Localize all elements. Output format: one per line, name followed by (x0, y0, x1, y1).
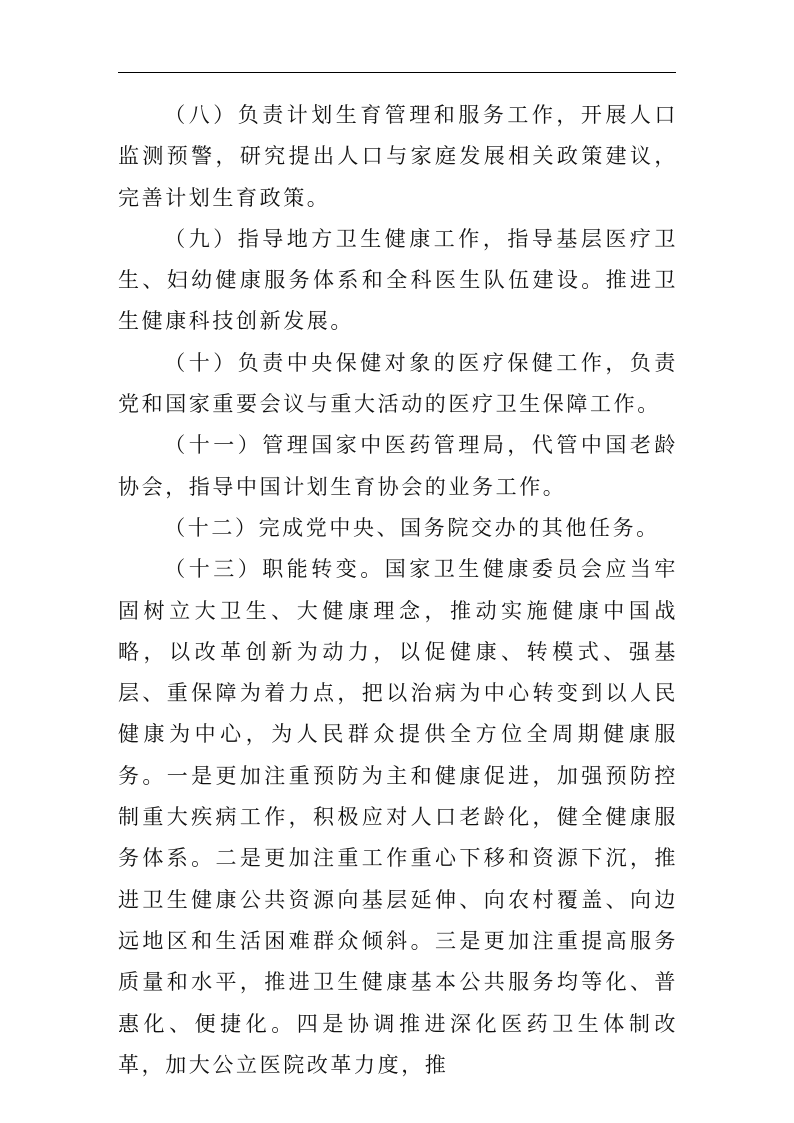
document-body (118, 95, 678, 1086)
header-rule (118, 72, 676, 73)
paragraph-13: （十三）职能转变。国家卫生健康委员会应当牢固树立大卫生、大健康理念，推动实施健康中国战略，以改革创新为动力，以促健康、转模式、强基层、重保障为着力点，把以治病为中心转变到以人民健康为中心，为人民群众提供全方位全周期健康服务。一是更加注重预防为主和健康促进，加强预防控制重大疾病工作，积极应对人口老龄化，健全健康服务体系。二是更加注重工作重心下移和资源下沉，推进卫生健康公共资源向基层延伸、向农村覆盖、向边远地区和生活困难群众倾斜。三是更加注重提高服务质量和水平，推进卫生健康基本公共服务均等化、普惠化、便捷化。四是协调推进深化医药卫生体制改革，加大公立医院改革力度，推 (118, 557, 678, 1077)
paragraph-12: （十二）完成党中央、国务院交办的其他任务。 (164, 515, 660, 540)
paragraph-10: （十）负责中央保健对象的医疗保健工作，负责党和国家重要会议与重大活动的医疗卫生保障工作。 (118, 350, 678, 417)
paragraph-8: （八）负责计划生育管理和服务工作，开展人口监测预警，研究提出人口与家庭发展相关政策建议，完善计划生育政策。 (118, 103, 678, 210)
paragraph-9: （九）指导地方卫生健康工作，指导基层医疗卫生、妇幼健康服务体系和全科医生队伍建设。推进卫生健康科技创新发展。 (118, 226, 678, 334)
paragraph-11: （十一）管理国家中医药管理局，代管中国老龄协会，指导中国计划生育协会的业务工作。 (118, 433, 678, 499)
